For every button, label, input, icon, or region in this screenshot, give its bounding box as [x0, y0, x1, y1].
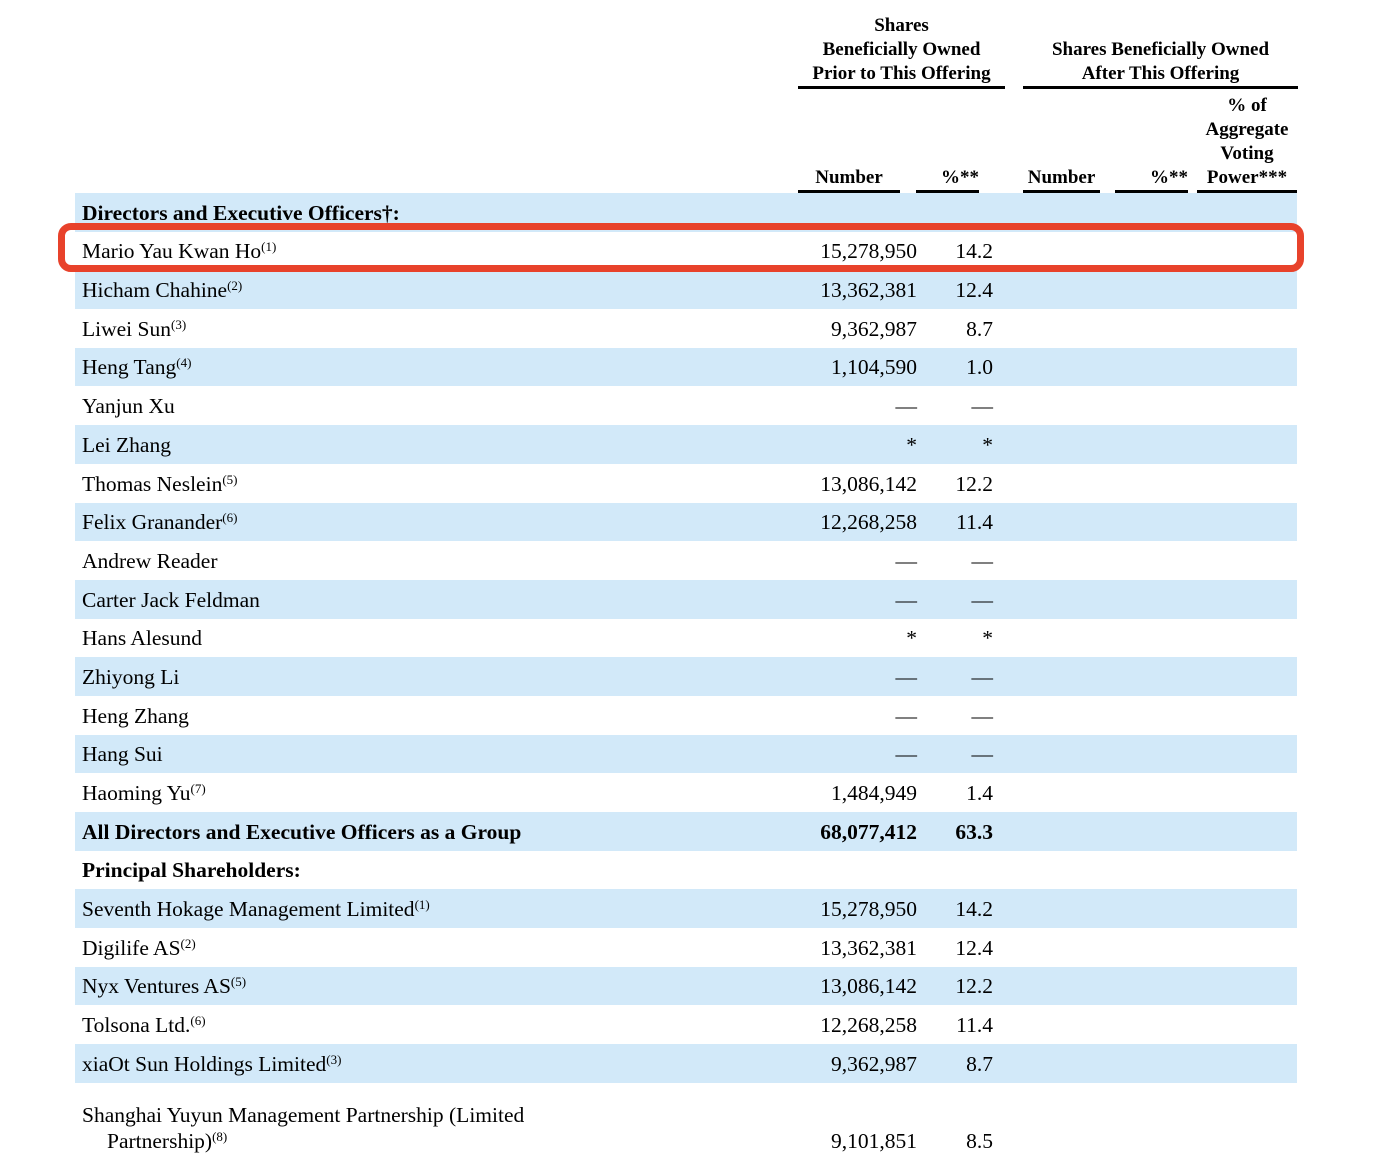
shares-number-after	[995, 690, 1102, 696]
footnote-ref: (6)	[190, 1013, 206, 1029]
shareholder-name-text: Heng Zhang	[82, 703, 189, 728]
shares-number-after	[995, 651, 1102, 657]
column-header-percent-prior: %**	[916, 166, 979, 193]
shareholder-name-text: Tolsona Ltd.	[82, 1013, 191, 1038]
shares-number-prior: —	[895, 742, 917, 767]
shares-number-after	[995, 303, 1102, 309]
shares-number-prior: 12,268,258	[820, 510, 917, 535]
shares-percent-after	[1102, 264, 1190, 270]
section-title	[75, 857, 720, 889]
voting-power-value	[1190, 380, 1297, 386]
shareholder-name-text: Hicham Chahine	[82, 278, 228, 303]
shareholder-name-text: Partnership)	[107, 1128, 213, 1153]
shares-percent-prior: 8.7	[966, 316, 993, 341]
shares-number-prior: 1,484,949	[831, 781, 917, 805]
shares-number-after	[995, 845, 1102, 851]
shares-number-prior: 13,086,142	[820, 471, 917, 496]
voting-power-value	[1190, 1154, 1297, 1160]
shares-percent-prior: 1.0	[966, 355, 993, 380]
shares-percent-after	[1102, 845, 1190, 851]
header-line: Voting	[1220, 143, 1274, 164]
shares-percent-prior: —	[971, 703, 993, 728]
footnote-ref: (5)	[222, 471, 238, 487]
table-row-section-directors	[75, 193, 1297, 232]
beneficial-ownership-table	[75, 0, 1297, 1160]
shares-number-prior: *	[906, 626, 917, 651]
shares-number-after	[995, 419, 1102, 425]
shares-number-after	[995, 264, 1102, 270]
table-row	[75, 425, 1297, 464]
shares-number-prior: 9,362,987	[831, 1051, 917, 1076]
footnote-ref: (1)	[414, 897, 430, 913]
table-row	[75, 889, 1297, 928]
shares-percent-after	[1102, 651, 1190, 657]
shares-number-after	[995, 613, 1102, 619]
shares-number-prior: 68,077,412	[820, 819, 917, 844]
voting-power-value	[1190, 264, 1297, 270]
shares-percent-after	[1102, 497, 1190, 503]
table-row	[75, 657, 1297, 696]
shares-number-prior: —	[895, 703, 917, 728]
shares-number-prior: 13,362,381	[820, 935, 917, 960]
shares-percent-prior: 12.4	[955, 935, 993, 960]
table-row-group-total	[75, 812, 1297, 851]
section-title-text: Principal Shareholders:	[82, 858, 301, 883]
shares-number-after	[995, 1154, 1102, 1160]
shares-number-after	[995, 342, 1102, 348]
footnote-ref: (1)	[261, 239, 277, 255]
voting-power-value	[1190, 1038, 1297, 1044]
shares-number-after	[995, 922, 1102, 928]
shares-number-prior	[720, 883, 920, 889]
shareholder-name	[75, 432, 720, 464]
shares-number-after	[995, 729, 1102, 735]
section-title	[75, 200, 720, 232]
shares-percent-prior: 11.4	[956, 510, 993, 535]
shareholder-name	[75, 316, 720, 348]
shares-number-after	[995, 883, 1102, 889]
shareholder-name-text: Liwei Sun	[82, 316, 171, 341]
voting-power-value	[1190, 806, 1297, 812]
shares-percent-prior: 8.7	[966, 1051, 993, 1076]
shares-percent-prior: 14.2	[955, 239, 993, 264]
shares-percent-prior: 8.5	[966, 1128, 993, 1153]
shareholder-name	[75, 277, 720, 309]
shares-percent-prior: 63.3	[955, 819, 993, 844]
column-header-number-prior: Number	[798, 166, 900, 193]
shares-number-after	[995, 806, 1102, 812]
shares-percent-after	[1102, 574, 1190, 580]
header-line: After This Offering	[1081, 63, 1240, 84]
shares-number-after	[995, 1077, 1102, 1083]
voting-power-value	[1190, 690, 1297, 696]
voting-power-value	[1190, 497, 1297, 503]
shares-percent-after	[1102, 767, 1190, 773]
shareholder-name	[75, 625, 720, 657]
voting-power-value	[1190, 303, 1297, 309]
header-line: Shares Beneficially Owned	[1051, 39, 1270, 60]
table-row	[75, 541, 1297, 580]
column-header-number-after: Number	[1023, 166, 1100, 193]
shareholder-name	[75, 741, 720, 773]
table-row-highlighted	[75, 232, 1297, 271]
shares-number-after	[995, 961, 1102, 967]
voting-power-value	[1190, 1077, 1297, 1083]
shareholder-name-text: Zhiyong Li	[82, 664, 180, 689]
table-row	[75, 503, 1297, 542]
shareholder-name-text: Carter Jack Feldman	[82, 587, 260, 612]
shares-number-after	[995, 1038, 1102, 1044]
voting-power-value	[1190, 574, 1297, 580]
header-group-after-offering	[1023, 38, 1298, 89]
shares-percent-after	[1102, 961, 1190, 967]
shareholder-name-line1: Shanghai Yuyun Management Partnership (Limited	[82, 1102, 525, 1127]
shares-number-after	[995, 226, 1102, 232]
header-line: Beneficially Owned	[822, 39, 981, 60]
shareholder-name	[75, 896, 720, 928]
shares-percent-prior: 14.2	[955, 897, 993, 922]
shares-percent-prior	[920, 226, 995, 232]
group-total-text: All Directors and Executive Officers as a Group	[82, 819, 522, 844]
shares-number-prior: —	[895, 587, 917, 612]
table-row	[75, 580, 1297, 619]
voting-power-value	[1190, 226, 1297, 232]
shares-number-after	[995, 380, 1102, 386]
shares-percent-after	[1102, 226, 1190, 232]
shareholder-name-text: Yanjun Xu	[82, 394, 175, 419]
voting-power-value	[1190, 883, 1297, 889]
shares-percent-prior	[920, 883, 995, 889]
shares-percent-after	[1102, 806, 1190, 812]
header-line: Prior to This Offering	[812, 63, 991, 84]
header-group-prior-offering	[798, 14, 1005, 89]
shares-number-after	[995, 497, 1102, 503]
shares-percent-after	[1102, 535, 1190, 541]
table-row	[75, 773, 1297, 812]
shareholder-name	[75, 780, 720, 812]
shareholder-name	[75, 509, 720, 541]
shares-percent-after	[1102, 458, 1190, 464]
shares-number-prior: 9,362,987	[831, 316, 917, 341]
shares-number-prior: 13,362,381	[820, 278, 917, 303]
footnote-ref: (5)	[230, 974, 247, 990]
shareholder-name	[75, 973, 720, 1005]
shareholder-name-text: Lei Zhang	[82, 432, 171, 457]
shareholder-name	[75, 471, 720, 503]
shares-percent-prior: —	[971, 587, 993, 612]
shareholder-name	[75, 354, 720, 386]
shares-percent-after	[1102, 303, 1190, 309]
shareholder-name-text: Andrew Reader	[82, 548, 218, 573]
shares-number-prior: 1,104,590	[831, 355, 917, 380]
shares-number-prior: 15,278,950	[820, 897, 917, 922]
header-line: Aggregate	[1205, 119, 1289, 140]
table-row	[75, 270, 1297, 309]
voting-power-value	[1190, 419, 1297, 425]
shareholder-name	[75, 1012, 720, 1044]
table-header	[75, 0, 1297, 193]
shareholder-name-text: Hans Alesund	[82, 626, 203, 651]
shareholder-name	[75, 664, 720, 696]
shares-percent-after	[1102, 380, 1190, 386]
shareholder-name-text: Mario Yau Kwan Ho	[82, 239, 262, 264]
shares-number-prior: —	[895, 664, 917, 689]
shares-percent-prior: —	[971, 742, 993, 767]
shares-number-after	[995, 767, 1102, 773]
shareholder-name	[75, 393, 720, 425]
shareholder-name	[75, 935, 720, 967]
shareholder-name	[75, 1102, 720, 1160]
shares-percent-after	[1102, 1154, 1190, 1160]
table-row	[75, 1044, 1297, 1083]
shares-number-prior: 15,278,950	[820, 239, 917, 264]
shareholder-name-text: Hang Sui	[82, 742, 163, 767]
shares-number-after	[995, 574, 1102, 580]
shares-number-after	[995, 535, 1102, 541]
table-row	[75, 967, 1297, 1006]
table-row	[75, 735, 1297, 774]
shareholder-name	[75, 1051, 720, 1083]
header-line: Power***	[1206, 167, 1288, 188]
voting-power-value	[1190, 922, 1297, 928]
shareholder-name-text: Heng Tang	[82, 355, 177, 380]
footnote-ref: (3)	[326, 1051, 342, 1067]
table-row	[75, 696, 1297, 735]
header-line: % of	[1227, 95, 1267, 116]
shares-percent-prior: —	[971, 664, 993, 689]
voting-power-value	[1190, 342, 1297, 348]
table-row	[75, 928, 1297, 967]
table-row-section-principal	[75, 851, 1297, 890]
shares-percent-after	[1102, 999, 1190, 1005]
shares-percent-prior: —	[971, 548, 993, 573]
table-row	[75, 464, 1297, 503]
voting-power-value	[1190, 767, 1297, 773]
group-total-label	[75, 819, 720, 851]
voting-power-value	[1190, 961, 1297, 967]
shareholder-name-text: Felix Granander	[82, 510, 223, 535]
voting-power-value	[1190, 999, 1297, 1005]
shares-percent-after	[1102, 1077, 1190, 1083]
footnote-ref: (2)	[180, 935, 196, 951]
shares-percent-after	[1102, 613, 1190, 619]
footnote-ref: (3)	[170, 316, 187, 332]
shares-percent-prior: 11.4	[956, 1013, 993, 1038]
shareholder-name-text: xiaOt Sun Holdings Limited	[82, 1051, 327, 1076]
shares-percent-after	[1102, 729, 1190, 735]
shares-number-prior: —	[895, 394, 917, 419]
section-title-text: Directors and Executive Officers†:	[82, 200, 400, 225]
shareholder-name-line2	[82, 1128, 720, 1154]
voting-power-value	[1190, 458, 1297, 464]
table-row	[75, 1083, 1297, 1160]
shareholder-name-text: Nyx Ventures AS	[82, 974, 231, 999]
shareholder-name-text: Thomas Neslein	[82, 471, 223, 496]
shareholder-name	[75, 703, 720, 735]
header-voting-power	[1197, 94, 1297, 193]
shares-percent-prior: —	[971, 394, 993, 419]
voting-power-value	[1190, 729, 1297, 735]
shares-percent-prior: 12.4	[955, 278, 993, 303]
header-line: Shares	[874, 15, 929, 36]
shares-percent-after	[1102, 419, 1190, 425]
shareholder-name-text: Seventh Hokage Management Limited	[82, 897, 415, 922]
shares-percent-prior: 1.4	[966, 781, 993, 805]
shares-percent-prior: 12.2	[955, 974, 993, 999]
shareholder-name	[75, 587, 720, 619]
voting-power-value	[1190, 651, 1297, 657]
shares-number-prior: *	[906, 432, 917, 457]
table-row	[75, 619, 1297, 658]
shares-percent-prior: 12.2	[955, 471, 993, 496]
shares-percent-prior: *	[982, 432, 993, 457]
shares-number-prior: 9,101,851	[831, 1128, 917, 1153]
footnote-ref: (7)	[190, 781, 206, 796]
column-header-percent-after: %**	[1115, 166, 1188, 193]
table-row	[75, 309, 1297, 348]
shareholder-name-text: Haoming Yu	[82, 781, 191, 805]
shares-number-prior	[720, 226, 920, 232]
table-row	[75, 348, 1297, 387]
shares-percent-after	[1102, 883, 1190, 889]
footnote-ref: (8)	[212, 1128, 228, 1144]
voting-power-value	[1190, 535, 1297, 541]
voting-power-value	[1190, 613, 1297, 619]
shares-number-prior: —	[895, 548, 917, 573]
shares-percent-after	[1102, 1038, 1190, 1044]
table-body	[75, 193, 1297, 1160]
voting-power-value	[1190, 845, 1297, 851]
table-row	[75, 386, 1297, 425]
shares-percent-prior: *	[982, 626, 993, 651]
shares-number-after	[995, 458, 1102, 464]
shareholder-name	[75, 548, 720, 580]
footnote-ref: (2)	[227, 278, 243, 294]
footnote-ref: (6)	[222, 510, 238, 526]
shares-number-prior: 12,268,258	[820, 1013, 917, 1038]
shares-percent-after	[1102, 922, 1190, 928]
table-row	[75, 1005, 1297, 1044]
footnote-ref: (4)	[176, 355, 192, 371]
shares-percent-after	[1102, 342, 1190, 348]
shares-percent-after	[1102, 690, 1190, 696]
shares-number-after	[995, 999, 1102, 1005]
shares-number-prior: 13,086,142	[820, 974, 917, 999]
shareholder-name-text: Digilife AS	[82, 935, 181, 960]
shareholder-name	[75, 238, 720, 270]
